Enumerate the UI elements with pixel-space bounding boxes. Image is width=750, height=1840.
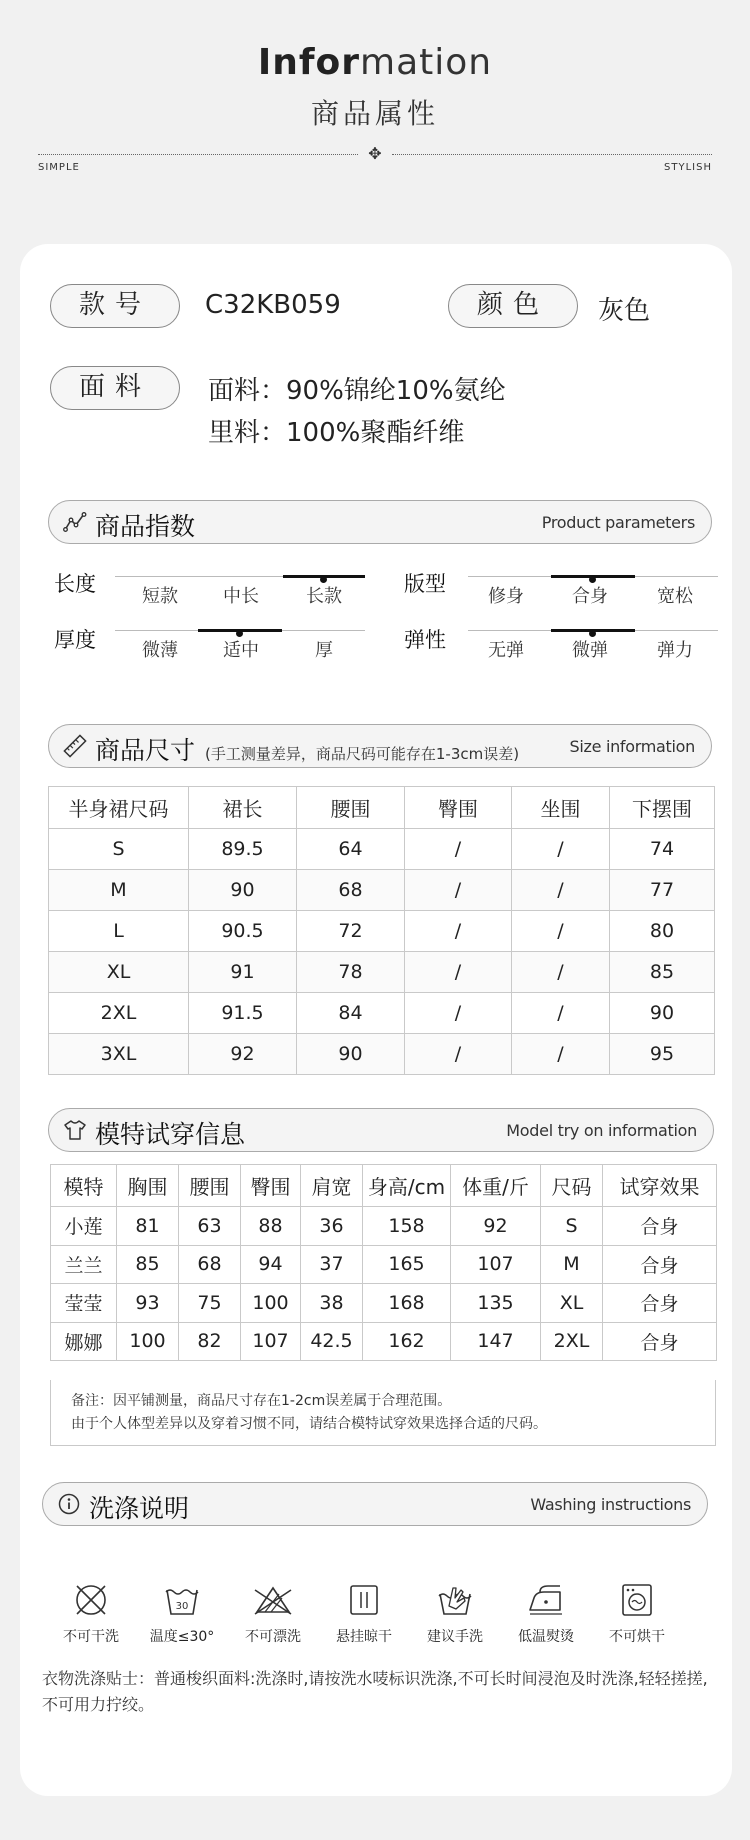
index-option: 适中: [223, 640, 259, 661]
header-tag-left: SIMPLE: [38, 162, 80, 173]
index-option: 短款: [142, 586, 178, 607]
wash-item-label: 温度≤30°: [149, 1629, 215, 1645]
table-cell: 89.5: [189, 829, 297, 870]
column-header: 肩宽: [301, 1165, 363, 1207]
table-cell: /: [512, 1034, 610, 1075]
wash-item-no-bleach: [228, 1580, 318, 1646]
table-cell: 168: [363, 1284, 451, 1323]
wash-item-no-tumble-dry: [592, 1580, 682, 1646]
table-cell: 64: [297, 829, 405, 870]
size-table: [48, 786, 715, 1075]
table-cell: 90.5: [189, 911, 297, 952]
table-cell: 82: [179, 1322, 241, 1361]
header-divider-left: [38, 154, 358, 155]
size-info-title: 商品尺寸 (手工测量差异，商品尺码可能存在1-3cm误差): [95, 736, 520, 765]
size-info-bar: [48, 724, 712, 768]
column-header: 尺码: [541, 1165, 603, 1207]
table-cell: 165: [363, 1245, 451, 1284]
table-cell: /: [405, 829, 512, 870]
product-index-bar: [48, 500, 712, 544]
index-label-elasticity: 弹性: [404, 628, 446, 652]
table-row: [49, 952, 715, 993]
wash-item-hang-dry: [319, 1580, 409, 1646]
table-cell: 90: [297, 1034, 405, 1075]
table-row: [51, 1207, 717, 1246]
index-option: 无弹: [488, 640, 524, 661]
color-value: 灰色: [598, 296, 651, 326]
no-bleach-icon: [253, 1580, 293, 1620]
column-header: 腰围: [297, 787, 405, 829]
table-cell: 78: [297, 952, 405, 993]
wash-info-bar: [42, 1482, 708, 1526]
column-header: 身高/cm: [363, 1165, 451, 1207]
washing-tips: 衣物洗涤贴士：普通梭织面料:洗涤时,请按洗水唛标识洗涤,不可长时间浸泡及时洗涤,轻轻搓搓,不可用力拧绞。: [42, 1669, 708, 1714]
header-tag-right: STYLISH: [664, 162, 712, 173]
table-row: [49, 911, 715, 952]
table-cell: 36: [301, 1207, 363, 1246]
table-row: [49, 829, 715, 870]
table-cell: 93: [117, 1284, 179, 1323]
column-header: 裙长: [189, 787, 297, 829]
index-label-thickness: 厚度: [54, 628, 96, 652]
table-cell: 37: [301, 1245, 363, 1284]
table-cell: 94: [241, 1245, 301, 1284]
table-cell: 68: [179, 1245, 241, 1284]
table-cell: 合身: [603, 1207, 717, 1246]
table-cell: 107: [451, 1245, 541, 1284]
table-cell: 91: [189, 952, 297, 993]
table-row: [49, 870, 715, 911]
size-info-note: (手工测量差异，商品尺码可能存在1-3cm误差): [205, 745, 520, 763]
table-cell: 85: [610, 952, 715, 993]
no-dry-clean-icon: [71, 1580, 111, 1620]
table-cell: 158: [363, 1207, 451, 1246]
table-cell: /: [512, 911, 610, 952]
column-header: 体重/斤: [451, 1165, 541, 1207]
table-cell: 合身: [603, 1245, 717, 1284]
column-header: 臀围: [405, 787, 512, 829]
table-cell: /: [405, 1034, 512, 1075]
table-cell: 74: [610, 829, 715, 870]
table-cell: 兰兰: [51, 1245, 117, 1284]
table-header-row: [51, 1165, 717, 1207]
svg-text:30: 30: [175, 1601, 189, 1612]
wash-item-label: 不可烘干: [609, 1629, 665, 1645]
wash-item-label: 悬挂晾干: [336, 1629, 392, 1645]
table-cell: 88: [241, 1207, 301, 1246]
table-cell: /: [512, 952, 610, 993]
table-cell: 77: [610, 870, 715, 911]
table-cell: 92: [451, 1207, 541, 1246]
column-header: 模特: [51, 1165, 117, 1207]
table-cell: 81: [117, 1207, 179, 1246]
table-cell: 合身: [603, 1322, 717, 1361]
table-cell: /: [512, 993, 610, 1034]
table-cell: 3XL: [49, 1034, 189, 1075]
table-row: [51, 1245, 717, 1284]
table-row: [49, 993, 715, 1034]
index-option: 微弹: [572, 640, 608, 661]
table-cell: /: [512, 829, 610, 870]
wash-item-label: 建议手洗: [427, 1629, 483, 1645]
table-cell: 147: [451, 1322, 541, 1361]
table-cell: 2XL: [541, 1322, 603, 1361]
table-cell: /: [405, 952, 512, 993]
table-cell: 63: [179, 1207, 241, 1246]
table-cell: 合身: [603, 1284, 717, 1323]
table-header-row: [49, 787, 715, 829]
wash-item-no-dry-clean: [46, 1580, 136, 1646]
wash-30-icon: [162, 1580, 202, 1620]
table-row: [51, 1322, 717, 1361]
table-cell: /: [405, 993, 512, 1034]
table-cell: 42.5: [301, 1322, 363, 1361]
fit-note-line-1: 备注：因平铺测量，商品尺寸存在1-2cm误差属于合理范围。: [71, 1393, 452, 1409]
table-row: [51, 1284, 717, 1323]
model-info-bar: [48, 1108, 714, 1152]
model-info-title: 模特试穿信息: [95, 1120, 246, 1149]
table-cell: XL: [49, 952, 189, 993]
column-header: 腰围: [179, 1165, 241, 1207]
style-no-label: 款号: [50, 284, 180, 328]
index-label-length: 长度: [54, 572, 96, 596]
table-row: [49, 1034, 715, 1075]
table-cell: M: [541, 1245, 603, 1284]
table-cell: 85: [117, 1245, 179, 1284]
table-cell: 135: [451, 1284, 541, 1323]
low-iron-icon: [526, 1580, 566, 1620]
table-cell: 80: [610, 911, 715, 952]
table-cell: 90: [189, 870, 297, 911]
column-header: 半身裙尺码: [49, 787, 189, 829]
color-label: 颜色: [448, 284, 578, 328]
fabric-line-1: 面料：90%锦纶10%氨纶: [208, 376, 506, 406]
table-cell: 84: [297, 993, 405, 1034]
model-table: [50, 1164, 717, 1361]
table-cell: /: [405, 911, 512, 952]
style-no-value: C32KB059: [205, 290, 341, 320]
no-tumble-dry-icon: [617, 1580, 657, 1620]
product-index-title: 商品指数: [95, 512, 196, 541]
table-cell: 95: [610, 1034, 715, 1075]
trend-line-icon: [63, 510, 87, 534]
wash-info-en: Washing instructions: [530, 1495, 691, 1514]
cross-ornament-icon: ✥: [368, 144, 382, 163]
wash-item-label: 不可干洗: [63, 1629, 119, 1645]
info-circle-icon: [57, 1492, 81, 1516]
fit-note-line-2: 由于个人体型差异以及穿着习惯不同，请结合模特试穿效果选择合适的尺码。: [71, 1416, 547, 1432]
table-cell: 小莲: [51, 1207, 117, 1246]
product-index-en: Product parameters: [541, 513, 695, 532]
table-cell: 107: [241, 1322, 301, 1361]
table-cell: 90: [610, 993, 715, 1034]
table-cell: L: [49, 911, 189, 952]
table-cell: 莹莹: [51, 1284, 117, 1323]
table-cell: 72: [297, 911, 405, 952]
index-option: 长款: [306, 586, 342, 607]
table-cell: M: [49, 870, 189, 911]
wash-info-title: 洗涤说明: [89, 1494, 190, 1523]
column-header: 坐围: [512, 787, 610, 829]
table-cell: /: [512, 870, 610, 911]
table-cell: 38: [301, 1284, 363, 1323]
hang-dry-icon: [344, 1580, 384, 1620]
wash-item-label: 不可漂洗: [245, 1629, 301, 1645]
table-cell: 100: [241, 1284, 301, 1323]
wash-item-low-iron: [501, 1580, 591, 1646]
index-option: 宽松: [657, 586, 693, 607]
table-cell: XL: [541, 1284, 603, 1323]
info-card: [20, 244, 732, 1796]
index-option: 厚: [315, 640, 333, 661]
fabric-line-2: 里料：100%聚酯纤维: [208, 418, 465, 448]
table-cell: /: [405, 870, 512, 911]
fit-note: [50, 1380, 716, 1446]
wash-item-hand-wash: [410, 1580, 500, 1646]
tshirt-icon: [63, 1118, 87, 1142]
header-title: Information: [257, 42, 493, 83]
header-subtitle: 商品属性: [310, 97, 439, 130]
index-label-fit: 版型: [404, 572, 446, 596]
table-cell: 75: [179, 1284, 241, 1323]
index-option: 合身: [572, 586, 608, 607]
index-option: 微薄: [142, 640, 178, 661]
table-cell: S: [541, 1207, 603, 1246]
column-header: 胸围: [117, 1165, 179, 1207]
table-cell: 162: [363, 1322, 451, 1361]
index-option: 修身: [488, 586, 524, 607]
table-cell: 2XL: [49, 993, 189, 1034]
index-option: 弹力: [657, 640, 693, 661]
column-header: 下摆围: [610, 787, 715, 829]
model-info-en: Model try on information: [506, 1121, 697, 1140]
hand-wash-icon: [435, 1580, 475, 1620]
table-cell: 100: [117, 1322, 179, 1361]
wash-item-wash-30: [137, 1580, 227, 1646]
table-cell: 92: [189, 1034, 297, 1075]
fabric-label: 面料: [50, 366, 180, 410]
header-divider-right: [392, 154, 712, 155]
table-cell: 68: [297, 870, 405, 911]
table-cell: S: [49, 829, 189, 870]
size-info-en: Size information: [569, 737, 695, 756]
column-header: 试穿效果: [603, 1165, 717, 1207]
table-cell: 91.5: [189, 993, 297, 1034]
index-option: 中长: [223, 586, 259, 607]
column-header: 臀围: [241, 1165, 301, 1207]
ruler-icon: [63, 734, 87, 758]
wash-item-label: 低温熨烫: [518, 1629, 574, 1645]
table-cell: 娜娜: [51, 1322, 117, 1361]
